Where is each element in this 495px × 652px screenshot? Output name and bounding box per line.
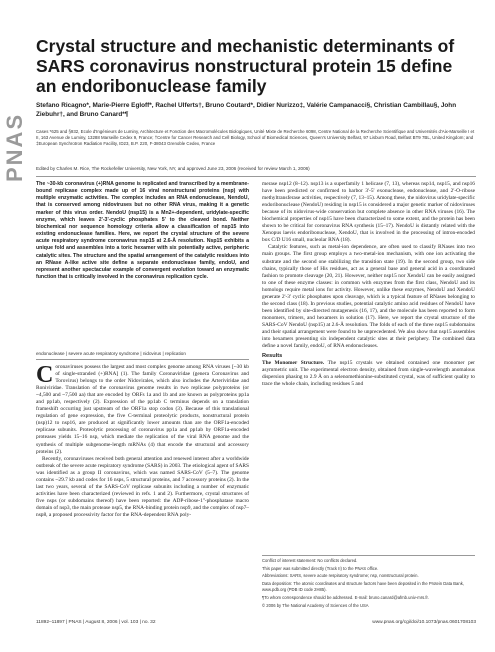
abstract-divider xyxy=(36,359,249,360)
edited-by-line: Edited by Charles M. Rice, The Rockefeller University, New York, NY, and approved June 23, 2006 (received for review March 1, 2006) xyxy=(36,166,310,171)
footnote: Conflict of interest statement: No conflicts declared. xyxy=(262,558,358,563)
footnote: © 2006 by The National Academy of Sciences of the USA xyxy=(262,602,369,608)
article-title: Crystal structure and mechanistic determinants of SARS coronavirus nonstructural protein 15 define an endoribonuclease family xyxy=(36,36,455,96)
abstract: The ~30-kb coronavirus (+)RNA genome is replicated and transcribed by a membrane-bound replicase complex made up of 16 viral nonstructural proteins (nsp) with multiple enzymatic activities. The complex includes an RNA endonuclease, NendoU, that is conserved among nidoviruses but no other RNA virus, making it a genetic marker of this virus order. NendoU (nsp15) is a Mn2+-dependent, uridylate-specific enzyme, which leaves 2'-3'-cyclic phosphates 5' to the cleaved bond. Neither biochemical nor sequence homology criteria allow a classification of nsp15 into existing endonuclease families. Here, we report the crystal structure of the severe acute respiratory syndrome coronavirus nsp15 at 2.6-Å resolution. Nsp15 exhibits a unique fold and assembles into a toric hexamer with six potentially active, peripheric catalytic sites. The structure and the spatial arrangement of the catalytic residues into an RNase A-like active site define a separate endonuclease family, endoU, and represent another spectacular example of convergent evolution toward an enzymatic function that is critically involved in the coronavirus replication cycle. xyxy=(36,181,249,281)
footnote-divider xyxy=(262,555,475,556)
journal-logo: PNAS xyxy=(2,112,27,182)
results-text: The nsp15 crystals we obtained contained one monomer per asymmetric unit. The experimental electron density, obtained from single-wavelength anomalous dispersion phasing to 2.9 Å on a selenomethionine-substituted crystal, was of sufficient quality to trace the whole chain, including residues 5 and xyxy=(262,360,475,388)
footnote: Data deposition: The atomic coordinates and structure factors have been deposited in the Protein Data Bank, www.pdb.org (PDB ID code 2H85). xyxy=(262,580,464,593)
body-paragraph: Recently, coronaviruses received both general attention and renewed interest after a worldwide outbreak of the severe acute respiratory syndrome (SARS) in 2003. The etiological agent of SARS was identified as a group II coronavirus, which was named SARS-CoV (5–7). The genome contains ~29.7 kb and codes for 16 nsps, 5 structural proteins, and 7 accessory proteins (2). In the last two years, several of the SARS-CoV replicase subunits including a number of enzymatic activities have been characterized (reviewed in refs. 1 and 2). Furthermore, crystal structures of five nsps (or subdomains thereof) have been reported: the ADP-ribose-1''-phosphatase macro domain of nsp3, the main protease nsp5, the RNA-binding protein nsp9, and the complex of nsp7–nsp8, a proposed processivity factor for the RNA-dependent RNA poly- xyxy=(36,455,249,518)
footnote: ¶To whom correspondence should be addressed. E-mail: bruno.canard@afmb.univ-mrs.fr. xyxy=(262,594,429,600)
body-column-left xyxy=(36,364,249,519)
subsection-heading: The Monomer Structure. xyxy=(262,360,325,367)
body-column-right xyxy=(262,181,475,388)
body-paragraph: merase nsp12 (8–12). nsp13 is a superfamily 1 helicase (7, 13), whereas nsp14, nsp15, and nsp16 have been predicted or confirmed to harbor 3'-5' exonuclease, endonuclease, and 2'-O-ribose methyltransferase activities, respectively (7, 13–15). Among these, the nidovirus uridylate-specific endoribonuclease (NendoU) residing in nsp15 is considered a major genetic marker of nidoviruses because of its nidovirus-wide conservation but complete absence in other RNA viruses (16). The biochemical properties of nsp15 have been characterized to some extent, and the protein has been shown to be critical for coronavirus RNA synthesis (15–17). NendoU is distantly related with the Xenopus laevis endoribonuclease, XendoU, that is involved in the processing of intron-encoded box C/D U16 small, nucleolar RNA (18). xyxy=(262,181,475,244)
doi-link[interactable]: www.pnas.org/cgi/doi/10.1073/pnas.0601708103 xyxy=(372,620,476,625)
section-heading-results: Results xyxy=(262,353,283,360)
footnotes xyxy=(262,558,475,610)
keywords: endonuclease | severe acute respiratory syndrome | nidovirus | replication xyxy=(36,351,186,356)
affiliations: Cases *625 and §932, Ecole d'Ingénieurs de Luminy, Architecture et Fonction des Macromolécules Biologiques, Unité Mixte de Recherche 6098, Centre National de la Recherche Scientifique and Universités d'Aix-Marseille I et II, 163 Avenue de Luminy, 13288 Marseille Cedex 9, France; †Centre for Cancer Research and Cell Biology, School of Biomedical Sciences, Queen's University Belfast, 97 Lisburn Road, Belfast BT9 7BL, United Kingdom; and ‡European Synchrotron Radiation Facility, ID23, B.P. 220, F-38043 Grenoble Cedex, France xyxy=(36,129,475,146)
intro-text: oronaviruses possess the largest and most complex genome among RNA viruses [~30 kb of single-stranded (+)RNA] (1). The family Coronaviridae (genera Coronavirus and Torovirus) belongs to the order Nidovirales, which also includes the Arteriviridae and Roniviridae. Translation of the coronavirus genome results in two replicase polyproteins (or ~4,500 and ~7,500 aa) that are encoded by ORFs 1a and 1b and are known as polyproteins pp1a and pp1ab, respectively (2). Expression of the pp1ab C terminus depends on a translation frameshift occurring just upstream of the ORF1a stop codon (3). Because of this translational regulation of gene expression, the five C-terminal proteolytic products, nonstructural protein (nsp)12 to nsp16, are produced at significantly lower amounts than are the ORF1a-encoded replicase subunits. Proteolytic processing of coronavirus pp1a and pp1ab by ORF1a-encoded proteases yields 15–16 nsp, which mediate the replication of the viral RNA genome and the synthesis of multiple subgenome-length mRNAs (4) that encode the structural and accessory proteins (2). xyxy=(36,364,249,455)
footnote: This paper was submitted directly (Track II) to the PNAS office. xyxy=(262,565,379,571)
author-list: Stefano Ricagno*, Marie-Pierre Egloff*, Rachel Ulferts†, Bruno Coutard*, Didier Nurizzo‡, Valérie Campanacci§, Christian Cambillau§, John Ziebuhr†, and Bruno Canard*¶ xyxy=(36,102,457,118)
page-footer xyxy=(36,620,476,628)
citation-line: 11892–11897 | PNAS | August 8, 2006 | vol. 103 | no. 32 xyxy=(36,620,156,625)
footnote: Abbreviations: SARS, severe acute respiratory syndrome; nsp, nonstructural protein. xyxy=(262,573,419,579)
drop-cap: C xyxy=(36,362,54,388)
header-divider xyxy=(36,176,476,177)
body-paragraph: Catalytic features, such as metal-ion dependence, are often used to classify RNases into two main groups. The first group employs a two-metal-ion mechanism, with one ion activating the substrate and the second one stabilizing the transition state (19). In the second group, two side chains, typically those of His residues, act as a general base and general acid in a coordinated fashion to promote cleavage (20, 21). However, neither nsp15 nor XendoU can be easily assigned to one of these enzyme classes: in common with enzymes from the first class, NendoU and its homologs require metal ions for activity. However, unlike these enzymes, NendoU and XendoU generate 2'-3' cyclic phosphates upon cleavage, which is a typical feature of RNases belonging to the second class (18). In previous studies, potential catalytic amino acid residues of NendoU have been identified by site-directed mutagenesis (16, 17), and the molecule has been reported to form monomers, trimers, and hexamers in solution (17). Here, we report the crystal structure of the SARS-CoV NendoU (nsp15) at 2.6-Å resolution. The folds of each of the three nsp15 subdomains and their spatial arrangement were found to be unprecedented. We also show that nsp15 assembles into hexamers presenting six independent catalytic sites at their periphery. The combined data define a novel family, endoU, of RNA endonucleases. xyxy=(262,244,475,350)
intro-paragraph xyxy=(36,364,249,456)
results-paragraph xyxy=(262,360,475,388)
